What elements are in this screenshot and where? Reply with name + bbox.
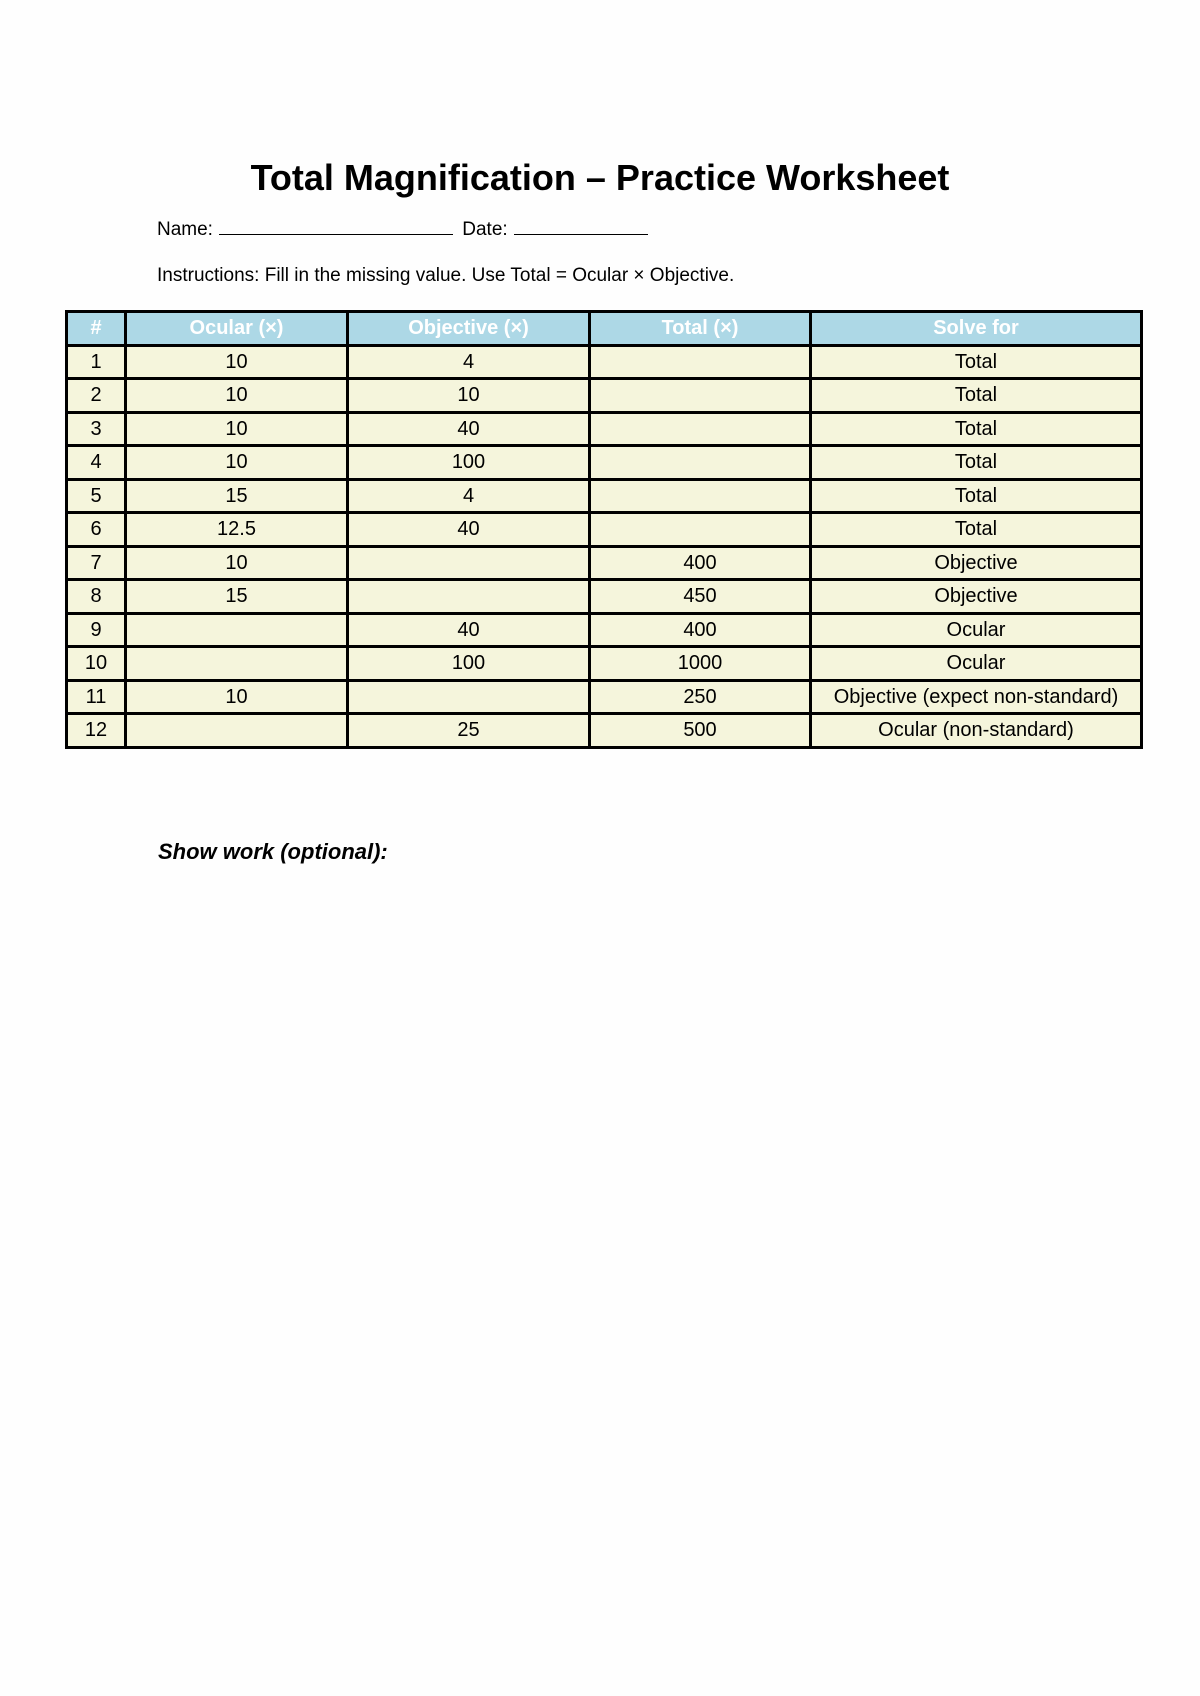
worksheet-title: Total Magnification – Practice Worksheet — [250, 157, 950, 198]
total-cell[interactable]: 400 — [590, 546, 811, 580]
solve-for-cell: Total — [811, 345, 1142, 379]
ocular-cell[interactable]: 10 — [126, 412, 348, 446]
row-number-cell: 9 — [67, 613, 126, 647]
table-row — [67, 479, 1142, 513]
objective-cell[interactable]: 10 — [348, 379, 590, 413]
row-number-cell: 7 — [67, 546, 126, 580]
table-row — [67, 680, 1142, 714]
ocular-cell[interactable]: 12.5 — [126, 513, 348, 547]
solve-for-cell: Objective — [811, 546, 1142, 580]
table-row — [67, 412, 1142, 446]
date-blank[interactable] — [514, 216, 648, 235]
total-cell[interactable] — [590, 379, 811, 413]
table-row — [67, 546, 1142, 580]
solve-for-cell: Ocular (non-standard) — [811, 714, 1142, 748]
objective-cell[interactable]: 40 — [348, 613, 590, 647]
column-header-solve-for: Solve for — [811, 312, 1142, 346]
ocular-cell[interactable] — [126, 613, 348, 647]
total-cell[interactable]: 450 — [590, 580, 811, 614]
ocular-cell[interactable]: 10 — [126, 546, 348, 580]
total-cell[interactable] — [590, 479, 811, 513]
column-header-ocular: Ocular (×) — [126, 312, 348, 346]
objective-cell[interactable]: 25 — [348, 714, 590, 748]
objective-cell[interactable]: 40 — [348, 513, 590, 547]
objective-cell[interactable]: 4 — [348, 345, 590, 379]
magnification-table — [65, 310, 1143, 749]
show-work-label: Show work (optional): — [158, 839, 388, 864]
table-row — [67, 580, 1142, 614]
objective-cell[interactable]: 4 — [348, 479, 590, 513]
row-number-cell: 12 — [67, 714, 126, 748]
name-date-line — [157, 216, 652, 242]
row-number-cell: 10 — [67, 647, 126, 681]
solve-for-cell: Total — [811, 379, 1142, 413]
objective-cell[interactable] — [348, 680, 590, 714]
row-number-cell: 6 — [67, 513, 126, 547]
solve-for-cell: Objective — [811, 580, 1142, 614]
table-row — [67, 513, 1142, 547]
table-row — [67, 345, 1142, 379]
total-cell[interactable] — [590, 513, 811, 547]
ocular-cell[interactable] — [126, 714, 348, 748]
row-number-cell: 1 — [67, 345, 126, 379]
table-row — [67, 647, 1142, 681]
name-label: Name: — [157, 219, 213, 240]
row-number-cell: 3 — [67, 412, 126, 446]
name-blank[interactable] — [219, 216, 453, 235]
solve-for-cell: Ocular — [811, 647, 1142, 681]
total-cell[interactable] — [590, 446, 811, 480]
row-number-cell: 4 — [67, 446, 126, 480]
ocular-cell[interactable]: 10 — [126, 379, 348, 413]
total-cell[interactable] — [590, 412, 811, 446]
date-label: Date: — [462, 219, 508, 240]
objective-cell[interactable]: 100 — [348, 647, 590, 681]
table-header-row — [67, 312, 1142, 346]
column-header-objective: Objective (×) — [348, 312, 590, 346]
row-number-cell: 2 — [67, 379, 126, 413]
table-row — [67, 714, 1142, 748]
objective-cell[interactable] — [348, 546, 590, 580]
table-row — [67, 613, 1142, 647]
total-cell[interactable]: 500 — [590, 714, 811, 748]
ocular-cell[interactable]: 10 — [126, 446, 348, 480]
table-row — [67, 446, 1142, 480]
instructions: Instructions: Fill in the missing value. Use Total = Ocular × Objective. — [157, 265, 735, 286]
total-cell[interactable] — [590, 345, 811, 379]
solve-for-cell: Total — [811, 446, 1142, 480]
solve-for-cell: Objective (expect non-standard) — [811, 680, 1142, 714]
ocular-cell[interactable] — [126, 647, 348, 681]
total-cell[interactable]: 250 — [590, 680, 811, 714]
table-row — [67, 379, 1142, 413]
ocular-cell[interactable]: 10 — [126, 680, 348, 714]
solve-for-cell: Total — [811, 513, 1142, 547]
solve-for-cell: Ocular — [811, 613, 1142, 647]
solve-for-cell: Total — [811, 479, 1142, 513]
objective-cell[interactable]: 40 — [348, 412, 590, 446]
total-cell[interactable]: 400 — [590, 613, 811, 647]
ocular-cell[interactable]: 15 — [126, 580, 348, 614]
column-header-total: Total (×) — [590, 312, 811, 346]
objective-cell[interactable]: 100 — [348, 446, 590, 480]
row-number-cell: 8 — [67, 580, 126, 614]
column-header-number: # — [67, 312, 126, 346]
row-number-cell: 5 — [67, 479, 126, 513]
solve-for-cell: Total — [811, 412, 1142, 446]
objective-cell[interactable] — [348, 580, 590, 614]
ocular-cell[interactable]: 10 — [126, 345, 348, 379]
ocular-cell[interactable]: 15 — [126, 479, 348, 513]
row-number-cell: 11 — [67, 680, 126, 714]
total-cell[interactable]: 1000 — [590, 647, 811, 681]
